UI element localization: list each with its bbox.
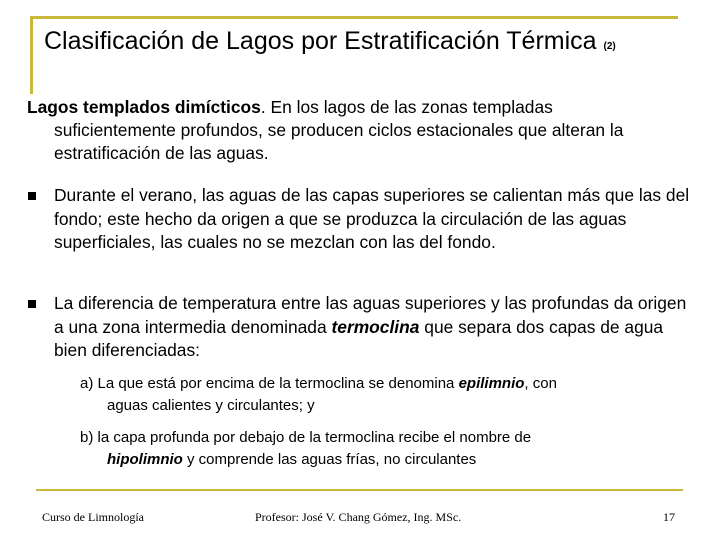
slide-title-note: (2) <box>603 41 616 52</box>
slide-title-text: Clasificación de Lagos por Estratificación Térmica <box>44 27 597 55</box>
intro-continuation: suficientemente profundos, se producen ciclos estacionales que alteran la estratificación de las aguas. <box>54 120 624 163</box>
bullet-temperature-before: La diferencia de temperatura entre las aguas superiores y las profundas da origen a una zona intermedia denominada <box>54 293 687 337</box>
bullet-square-icon <box>28 300 36 308</box>
term-epilimnio: epilimnio <box>458 375 525 392</box>
sub-item-hipolimnio <box>80 427 690 471</box>
sub-item-epilimnio <box>80 373 690 417</box>
sub-a-after: , con <box>524 375 557 392</box>
sub-b-line1: b) la capa profunda por debajo de la termoclina recibe el nombre de <box>80 429 532 446</box>
sub-a-line2: aguas calientes y circulantes; y <box>107 397 315 414</box>
intro-paragraph <box>27 96 695 165</box>
slide-title <box>44 26 684 62</box>
intro-heading: Lagos templados dimícticos <box>27 97 261 117</box>
sub-b-line2 <box>80 449 690 471</box>
sub-b-after: y comprende las aguas frías, no circulantes <box>182 451 477 468</box>
bullet-temperature-text <box>27 292 695 363</box>
footer-divider <box>36 489 683 491</box>
bullet-temperature-after: que separa dos capas de agua bien diferenciadas: <box>54 316 664 360</box>
sub-a-before: a) La que está por encima de la termoclina se denomina <box>80 375 459 392</box>
bullet-summer-text: Durante el verano, las aguas de las capas superiores se calientan más que las del fondo; este hecho da origen a que se produzca la circulación de las aguas superficiales, las cuales no se mezclan con las del fondo. <box>54 185 690 252</box>
term-hipolimnio: hipolimnio <box>107 451 183 468</box>
footer-page-number: 17 <box>663 510 675 524</box>
intro-text: . En los lagos de las zonas templadas <box>260 97 553 117</box>
footer-professor: Profesor: José V. Chang Gómez, Ing. MSc. <box>255 510 462 524</box>
bullet-temperature <box>27 292 695 363</box>
footer-course: Curso de Limnología <box>42 510 144 524</box>
term-termoclina: termoclina <box>331 316 420 337</box>
bullet-square-icon <box>28 192 36 200</box>
bullet-summer <box>27 184 695 255</box>
title-frame-top <box>30 16 678 19</box>
title-frame-left <box>30 16 33 94</box>
